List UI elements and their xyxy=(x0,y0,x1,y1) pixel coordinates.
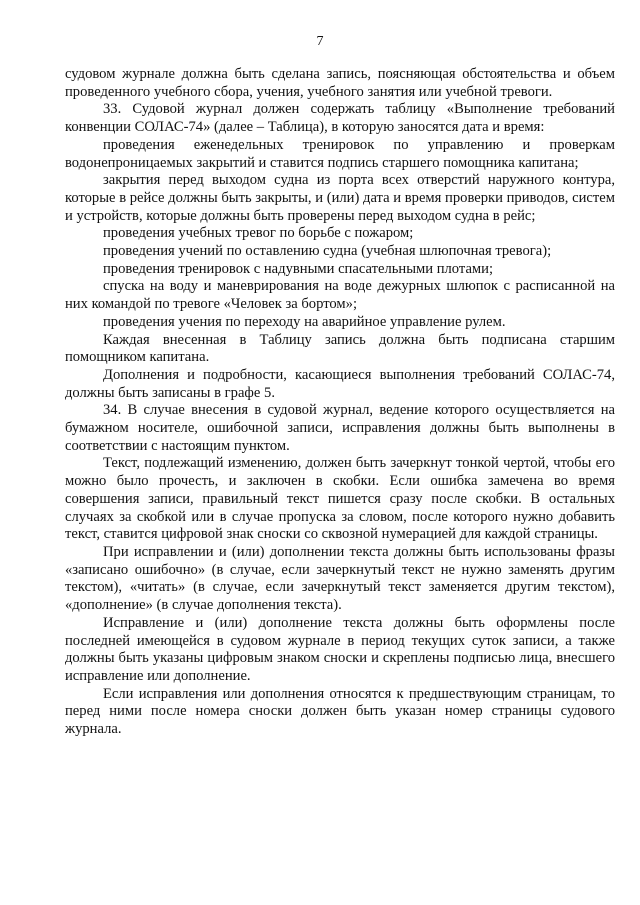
paragraph: Исправление и (или) дополнение текста должны быть оформлены после последней имеющейся в судовом журнале в период текущих суток записи, а также должны быть указаны цифровым знаком сноски и скреплены подписью лица, внесшего исправление или дополнение. xyxy=(65,614,615,684)
paragraph: Каждая внесенная в Таблицу запись должна быть подписана старшим помощником капитана. xyxy=(65,331,615,366)
paragraph-list-item: закрытия перед выходом судна из порта всех отверстий наружного контура, которые в рейсе должны быть закрыты, и (или) дата и время проверки приводов, систем и устройств, которые должны быть проверены перед выходом судна в рейс; xyxy=(65,172,615,224)
paragraph-list-item: проведения еженедельных тренировок по управлению и проверкам водонепроницаемых закрытий и ставится подпись старшего помощника капитана; xyxy=(65,136,615,171)
paragraph-item-33: 33. Судовой журнал должен содержать таблицу «Выполнение требований конвенции СОЛАС-74» (далее – Таблица), в которую заносятся дата и время: xyxy=(65,101,615,136)
paragraph-list-item: проведения учения по переходу на аварийное управление рулем. xyxy=(103,313,506,330)
page-number: 7 xyxy=(316,34,324,49)
paragraph: При исправлении и (или) дополнении текста должны быть использованы фразы «записано ошибочно» (в случае, если зачеркнутый текст не нужно заменять другим текстом), «читать» (в случае, если зачеркнутый текст заменяется другим текстом), «дополнение» (в случае дополнения текста). xyxy=(65,543,615,614)
paragraph-item-34: 34. В случае внесения в судовой журнал, ведение которого осуществляется на бумажном носителе, ошибочной записи, исправления должны быть выполнены в соответствии с настоящим пунктом. xyxy=(65,402,615,454)
paragraph-list-item: проведения учебных тревог по борьбе с пожаром; xyxy=(103,225,414,242)
paragraph: Дополнения и подробности, касающиеся выполнения требований СОЛАС-74, должны быть записаны в графе 5. xyxy=(65,366,615,401)
paragraph: Текст, подлежащий изменению, должен быть зачеркнут тонкой чертой, чтобы его можно было прочесть, и заключен в скобки. Если ошибка замечена во время совершения записи, правильный текст пишется сразу после скобки. В остальных случаях за скобкой или в случае пропуска за словом, после которого нужно добавить текст, ставится цифровой знак сноски со сквозной нумерацией для каждой страницы. xyxy=(65,455,615,543)
paragraph-list-item: проведения тренировок с надувными спасательными плотами; xyxy=(103,260,494,277)
document-body xyxy=(65,66,615,739)
paragraph: Если исправления или дополнения относятся к предшествующим страницам, то перед ними после номера сноски должен быть указан номер страницы судового журнала. xyxy=(65,685,615,738)
paragraph-continuation: судовом журнале должна быть сделана запись, поясняющая обстоятельства и объем проведенного учебного сбора, учения, учебного занятия или учебной тревоги. xyxy=(65,66,615,100)
paragraph-list-item: проведения учений по оставлению судна (учебная шлюпочная тревога); xyxy=(103,243,552,260)
paragraph-list-item: спуска на воду и маневрирования на воде дежурных шлюпок с расписанной на них командой по тревоге «Человек за бортом»; xyxy=(65,278,615,313)
